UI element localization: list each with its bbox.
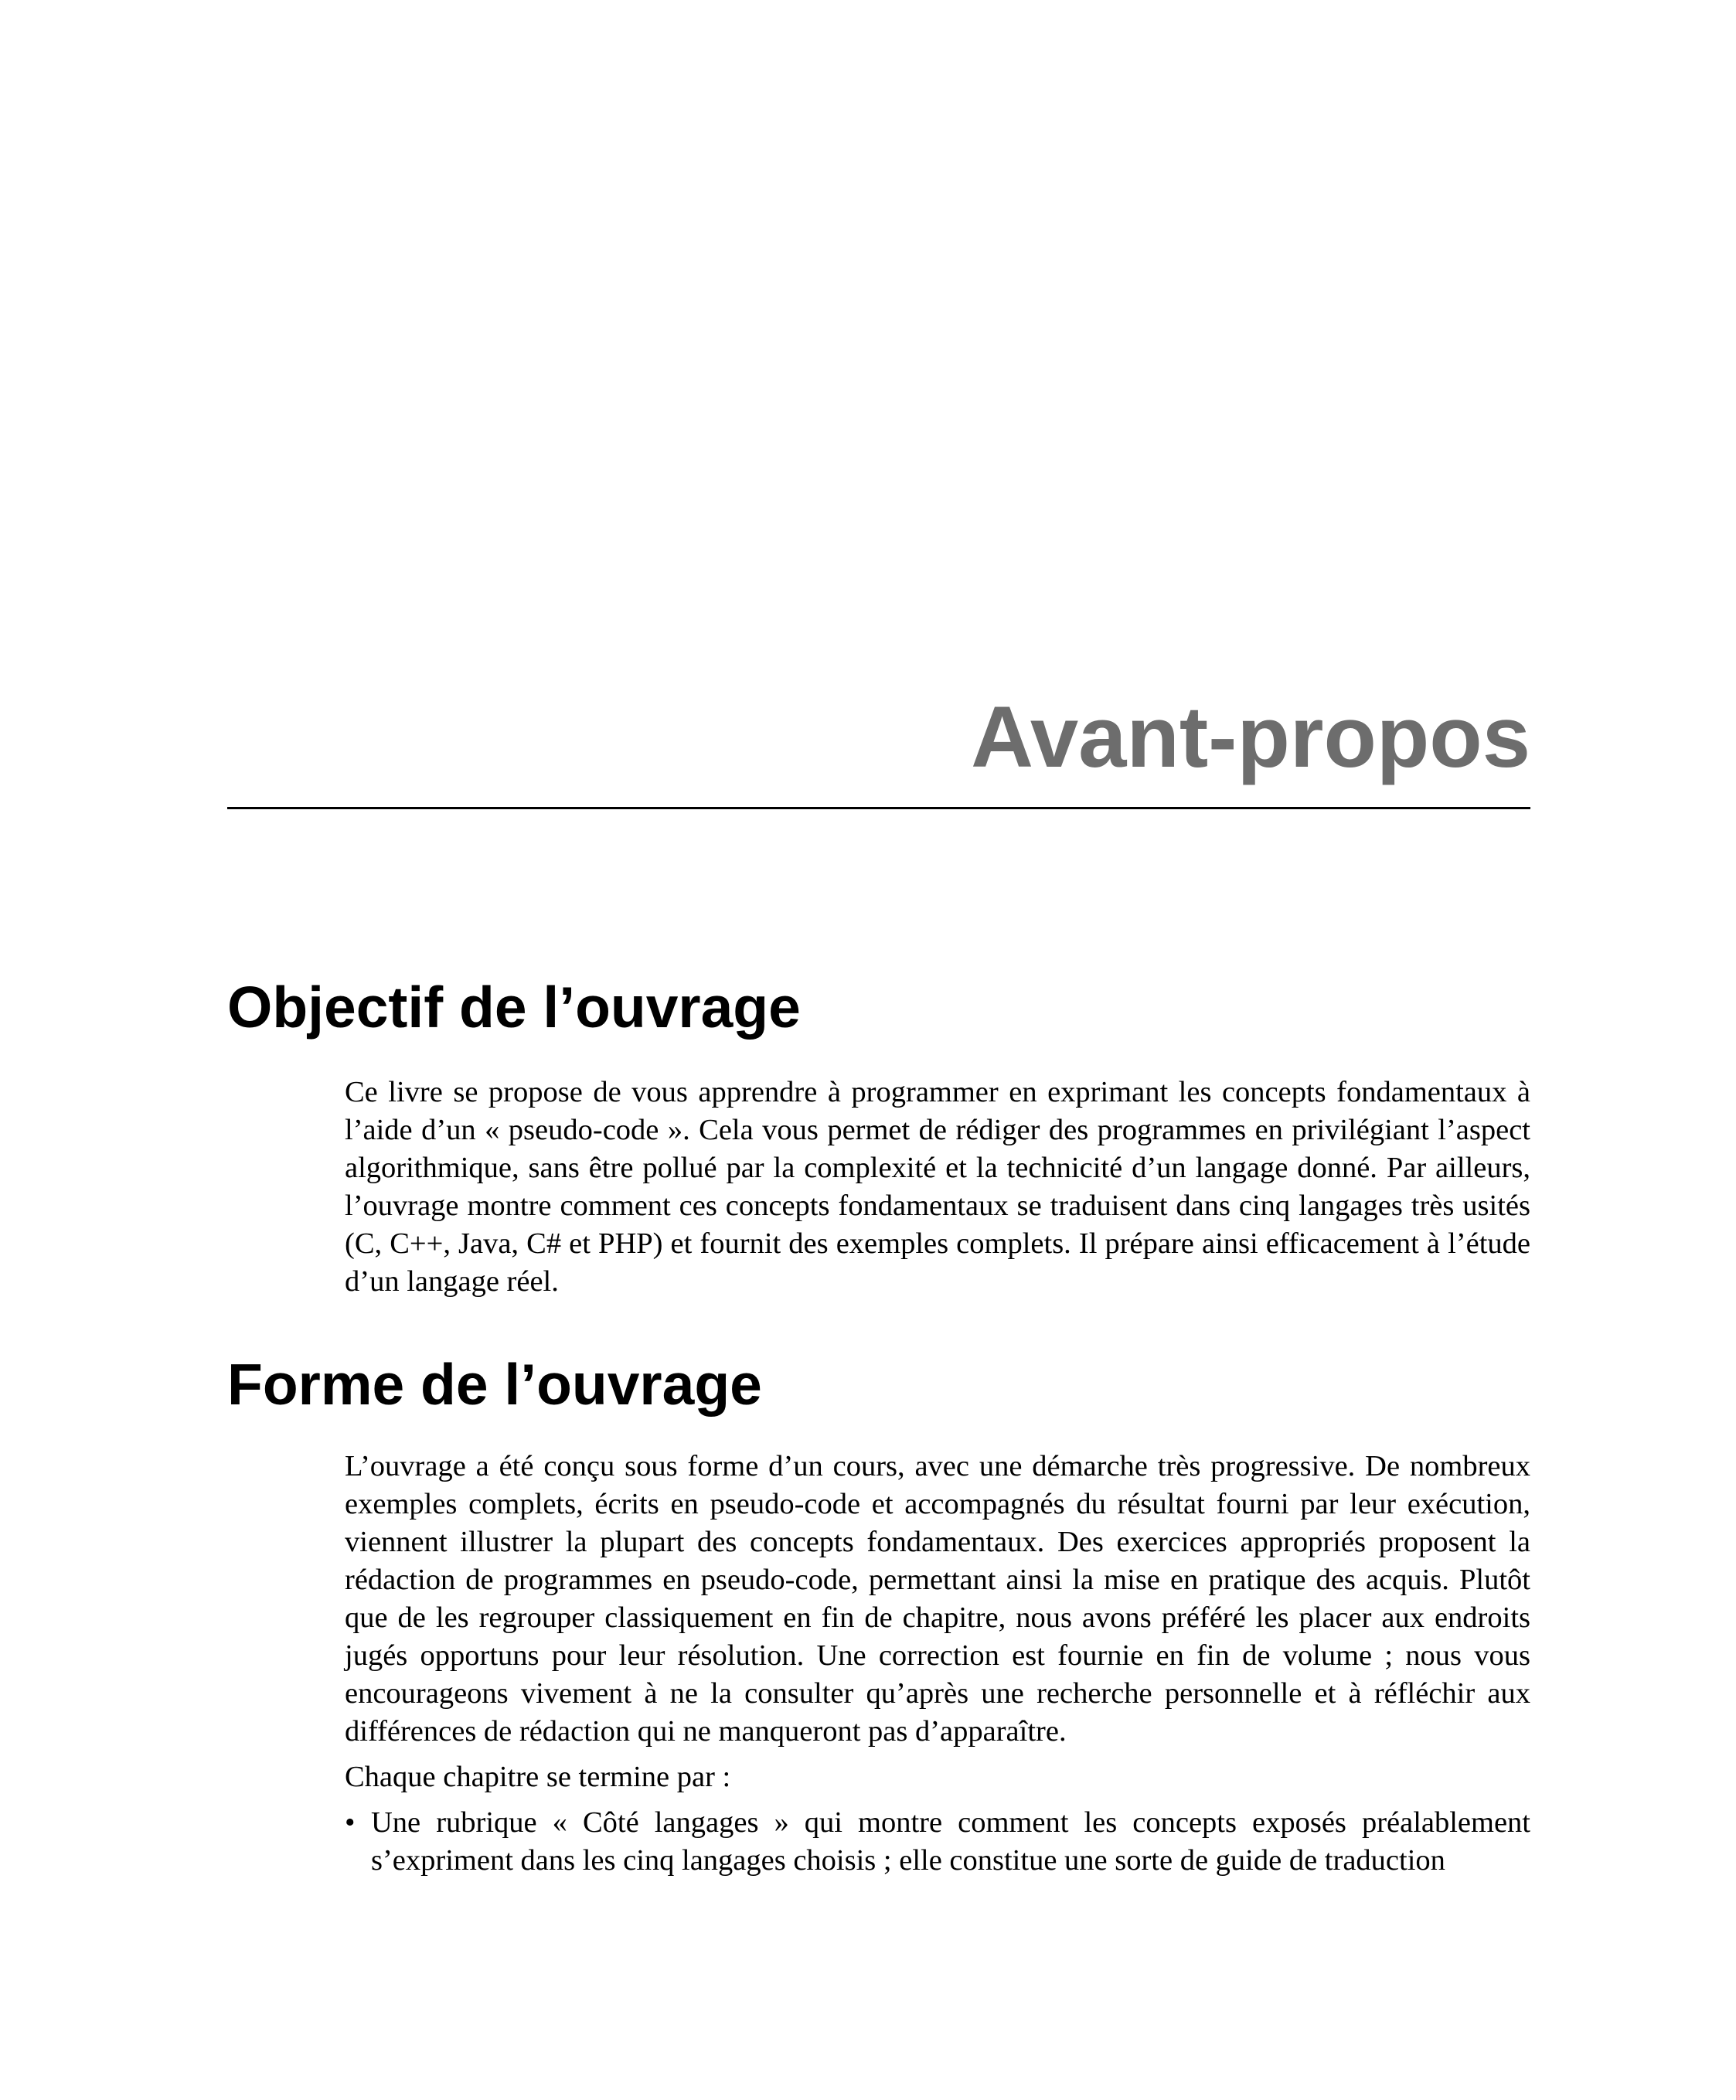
section-forme xyxy=(227,1352,1530,1880)
bullet-icon: • xyxy=(345,1806,356,1839)
paragraph: L’ouvrage a été conçu sous forme d’un cours, avec une démarche très progressive. De nombreux exemples complets, écrits en pseudo-code et accompagnés du résultat fourni par leur exécution, viennent illustrer la plupart des concepts fondamentaux. Des exercices appropriés proposent la rédaction de programmes en pseudo-code, permettant ainsi la mise en pratique des acquis. Plutôt que de les regrouper classiquement en fin de chapitre, nous avons préféré les placer aux endroits jugés opportuns pour leur résolution. Une correction est fournie en fin de volume ; nous vous encourageons vivement à ne la consulter qu’après une recherche personnelle et à réfléchir aux différences de rédaction qui ne manqueront pas d’apparaître. xyxy=(345,1450,1530,1748)
chapter-title: Avant-propos xyxy=(971,689,1530,785)
section-heading: Forme de l’ouvrage xyxy=(227,1352,762,1417)
paragraph-lead: Chaque chapitre se termine par : xyxy=(345,1761,731,1793)
section-body xyxy=(345,1074,1530,1301)
bullet-list xyxy=(345,1804,1530,1880)
bullet-text: Une rubrique « Côté langages » qui montre comment les concepts exposés préalablement s’expriment dans les cinq langages choisis ; elle constitue une sorte de guide de traduction xyxy=(371,1806,1530,1877)
section-body xyxy=(345,1448,1530,1880)
paragraph: Ce livre se propose de vous apprendre à programmer en exprimant les concepts fondamentaux à l’aide d’un « pseudo-code ». Cela vous permet de rédiger des programmes en privilégiant l’aspect algorithmique, sans être pollué par la complexité et la technicité d’un langage donné. Par ailleurs, l’ouvrage montre comment ces concepts fondamentaux se traduisent dans cinq langages très usités (C, C++, Java, C# et PHP) et fournit des exemples complets. Il prépare ainsi efficacement à l’étude d’un langage réel. xyxy=(345,1076,1530,1298)
bullet-item xyxy=(345,1804,1530,1880)
title-rule xyxy=(227,807,1530,809)
section-heading: Objectif de l’ouvrage xyxy=(227,975,801,1040)
section-objectif xyxy=(227,975,1530,1301)
